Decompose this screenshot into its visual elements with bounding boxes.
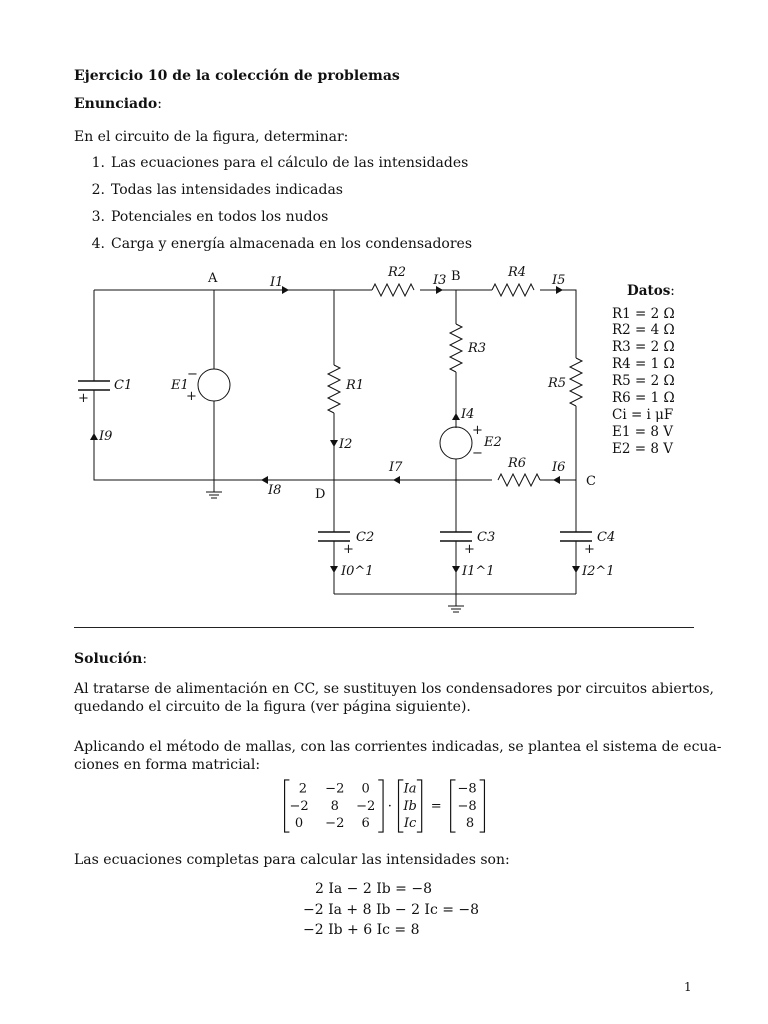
c4-plus-sign: +: [584, 542, 595, 557]
arrow-i0-1: [330, 566, 338, 573]
datos-line: E2 = 8 V: [612, 441, 673, 457]
statement-colon: :: [157, 96, 162, 112]
matrix-equation: [270, 778, 500, 834]
node-c-label: C: [586, 474, 596, 489]
exercise-title: Ejercicio 10 de la colección de problemas: [74, 68, 400, 84]
datos-line: R5 = 2 Ω: [612, 373, 675, 389]
matrix-cell: 0: [361, 781, 370, 797]
solution-paragraph-2: [74, 738, 722, 774]
c1-plus-sign: +: [78, 391, 89, 406]
resistor-r6-zigzag: [498, 474, 540, 486]
e2-minus-sign: −: [472, 446, 483, 461]
bracket-i-right: [417, 780, 422, 832]
task-number: 1.: [91, 155, 105, 171]
label-r3: R3: [468, 341, 487, 356]
matrix-cell: −2: [356, 798, 376, 814]
source-e1-circle: [198, 369, 230, 401]
label-i6: I6: [552, 460, 566, 475]
resistor-r5-zigzag: [570, 358, 582, 406]
solution-heading: [74, 650, 147, 668]
current-vector-cell: Ic: [403, 816, 417, 832]
bracket-e-left: [451, 780, 456, 832]
datos-line: R6 = 1 Ω: [612, 390, 675, 406]
label-i9: I9: [99, 429, 113, 444]
node-d-label: D: [315, 487, 326, 502]
label-e1: E1: [171, 378, 189, 393]
wire-bottom-main: [94, 398, 492, 480]
label-i0-1: I0^1: [341, 564, 374, 579]
datos-line: R2 = 4 Ω: [612, 322, 675, 338]
paragraph-line: quedando el circuito de la figura (ver página siguiente).: [74, 699, 471, 715]
solution-paragraph-1: [74, 680, 714, 716]
task-item: [75, 235, 472, 262]
source-vector-cell: 8: [465, 816, 475, 832]
statement-intro: En el circuito de la figura, determinar:: [74, 129, 349, 145]
label-i2-1: I2^1: [582, 564, 615, 579]
label-c2: C2: [356, 530, 375, 545]
matrix-cell: −2: [289, 798, 309, 814]
task-item: [75, 208, 472, 235]
current-vector-cell: Ia: [403, 781, 417, 797]
label-i5: I5: [552, 273, 566, 288]
equals-sign: =: [430, 798, 442, 814]
source-vector-cell: −8: [457, 798, 477, 814]
c2-plus-sign: +: [343, 542, 354, 557]
dot-operator: ·: [387, 798, 392, 814]
label-i3: I3: [433, 273, 447, 288]
label-i1-1: I1^1: [462, 564, 495, 579]
arrow-i7: [393, 476, 400, 484]
label-i7: I7: [389, 460, 403, 475]
circuit-diagram: [0, 262, 768, 622]
label-r6: R6: [508, 456, 527, 471]
label-i1: I1: [270, 275, 284, 290]
task-number: 2.: [91, 182, 105, 198]
matrix-cell: −2: [325, 781, 345, 797]
datos-line: R4 = 1 Ω: [612, 356, 675, 372]
matrix-cell: 0: [294, 816, 304, 832]
source-e2-circle: [440, 427, 472, 459]
task-item: [75, 181, 472, 208]
matrix-cell: 8: [330, 798, 339, 814]
arrow-i1-1: [452, 566, 460, 573]
resistor-r3-zigzag: [450, 324, 462, 372]
resistor-r4-zigzag: [492, 284, 534, 296]
arrow-i6: [553, 476, 560, 484]
ground-e1: [206, 492, 222, 498]
solution-label: Solución: [74, 651, 143, 667]
statement-label: Enunciado: [74, 96, 158, 112]
task-item: [75, 154, 472, 181]
label-i8: I8: [268, 483, 282, 498]
equation-line: −2 Ia + 8 Ib − 2 Ic = −8: [303, 902, 480, 918]
label-c3: C3: [477, 530, 496, 545]
datos-title: Datos:: [627, 283, 675, 299]
label-e2: E2: [484, 435, 502, 450]
resistor-r1-zigzag: [328, 365, 340, 413]
current-vector-cell: Ib: [403, 798, 417, 814]
datos-line: Ci = i μF: [612, 407, 674, 423]
arrow-i4: [452, 413, 460, 420]
ground-caps: [448, 606, 464, 612]
datos-line: E1 = 8 V: [612, 424, 673, 440]
c3-plus-sign: +: [464, 542, 475, 557]
source-vector-cell: −8: [457, 781, 477, 797]
equation-line: −2 Ib + 6 Ic = 8: [303, 922, 420, 938]
task-number: 4.: [91, 236, 105, 252]
label-r2: R2: [388, 265, 407, 280]
section-divider: [74, 627, 694, 628]
resistor-r2-zigzag: [372, 284, 414, 296]
arrow-i8: [261, 476, 268, 484]
datos-line: R1 = 2 Ω: [612, 306, 675, 322]
label-r4: R4: [508, 265, 527, 280]
paragraph-line: ciones en forma matricial:: [74, 757, 261, 773]
bracket-e-right: [480, 780, 485, 832]
arrow-i2-1: [572, 566, 580, 573]
statement-heading: [74, 95, 162, 113]
bracket-r-right: [378, 780, 383, 832]
node-b-label: B: [451, 269, 461, 284]
equation-line: 2 Ia − 2 Ib = −8: [315, 881, 432, 897]
datos-line: R3 = 2 Ω: [612, 339, 675, 355]
task-text: Las ecuaciones para el cálculo de las intensidades: [111, 155, 469, 171]
matrix-cell: 6: [361, 816, 370, 832]
task-text: Todas las intensidades indicadas: [111, 182, 343, 198]
e1-plus-sign: +: [186, 389, 197, 404]
page-number: 1: [684, 980, 692, 994]
matrix-cell: 2: [298, 781, 308, 797]
arrow-i2: [330, 440, 338, 447]
task-list: [75, 154, 472, 262]
paragraph-line: Aplicando el método de mallas, con las corrientes indicadas, se plantea el sistema de ecua-: [74, 739, 722, 755]
task-number: 3.: [91, 209, 105, 225]
wire-top-right: [540, 290, 576, 358]
label-c1: C1: [114, 378, 133, 393]
task-text: Potenciales en todos los nudos: [111, 209, 329, 225]
e1-minus-sign: −: [187, 367, 198, 382]
e2-plus-sign: +: [472, 423, 483, 438]
matrix-cell: −2: [325, 816, 345, 832]
label-i4: I4: [461, 407, 475, 422]
solution-colon: :: [142, 651, 148, 667]
equations-intro: Las ecuaciones completas para calcular las intensidades son:: [74, 852, 510, 868]
arrow-i9: [90, 433, 98, 440]
label-c4: C4: [597, 530, 616, 545]
label-r5: R5: [548, 376, 567, 391]
label-r1: R1: [346, 378, 365, 393]
task-text: Carga y energía almacenada en los condensadores: [111, 236, 473, 252]
label-i2: I2: [339, 437, 353, 452]
node-a-label: A: [208, 271, 218, 286]
paragraph-line: Al tratarse de alimentación en CC, se sustituyen los condensadores por circuitos abiertos,: [74, 681, 714, 697]
